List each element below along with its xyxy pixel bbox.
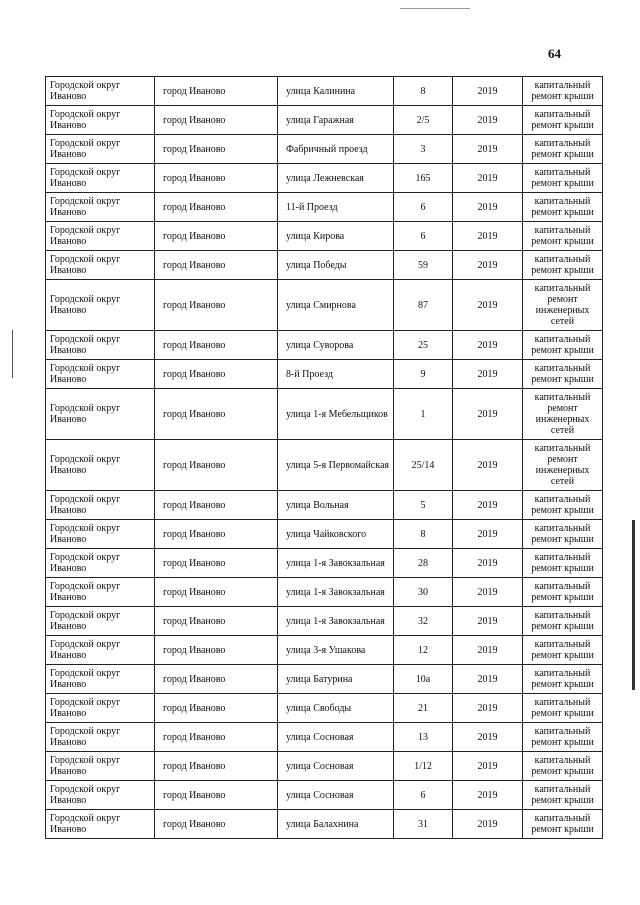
district-cell: Городской округ Иваново xyxy=(46,164,155,193)
scan-artifact-line xyxy=(400,8,470,9)
district-cell: Городской округ Иваново xyxy=(46,578,155,607)
house-number-cell: 9 xyxy=(394,360,453,389)
street-cell: улица Вольная xyxy=(278,491,394,520)
house-number-cell: 25 xyxy=(394,331,453,360)
house-number-cell: 1/12 xyxy=(394,752,453,781)
year-cell: 2019 xyxy=(453,723,523,752)
year-cell: 2019 xyxy=(453,549,523,578)
house-number-cell: 28 xyxy=(394,549,453,578)
house-number-cell: 10а xyxy=(394,665,453,694)
street-cell: улица Лежневская xyxy=(278,164,394,193)
year-cell: 2019 xyxy=(453,251,523,280)
house-number-cell: 32 xyxy=(394,607,453,636)
scan-edge-bar xyxy=(632,520,635,690)
work-type-cell: капитальный ремонт крыши xyxy=(523,331,603,360)
street-cell: улица 5-я Первомайская xyxy=(278,440,394,491)
table-row xyxy=(46,723,603,752)
house-number-cell: 30 xyxy=(394,578,453,607)
work-type-cell: капитальный ремонт крыши xyxy=(523,665,603,694)
city-cell: город Иваново xyxy=(155,549,278,578)
district-cell: Городской округ Иваново xyxy=(46,193,155,222)
street-cell: улица Кирова xyxy=(278,222,394,251)
scan-margin-mark xyxy=(12,330,13,378)
street-cell: улица Батурина xyxy=(278,665,394,694)
district-cell: Городской округ Иваново xyxy=(46,810,155,839)
district-cell: Городской округ Иваново xyxy=(46,723,155,752)
house-number-cell: 5 xyxy=(394,491,453,520)
house-number-cell: 6 xyxy=(394,193,453,222)
district-cell: Городской округ Иваново xyxy=(46,636,155,665)
work-type-cell: капитальный ремонт крыши xyxy=(523,251,603,280)
work-type-cell: капитальный ремонт крыши xyxy=(523,222,603,251)
work-type-cell: капитальный ремонт крыши xyxy=(523,193,603,222)
year-cell: 2019 xyxy=(453,491,523,520)
city-cell: город Иваново xyxy=(155,389,278,440)
district-cell: Городской округ Иваново xyxy=(46,331,155,360)
work-type-cell: капитальный ремонт крыши xyxy=(523,164,603,193)
year-cell: 2019 xyxy=(453,607,523,636)
district-cell: Городской округ Иваново xyxy=(46,491,155,520)
table-row xyxy=(46,694,603,723)
district-cell: Городской округ Иваново xyxy=(46,440,155,491)
house-number-cell: 21 xyxy=(394,694,453,723)
city-cell: город Иваново xyxy=(155,694,278,723)
table-row xyxy=(46,636,603,665)
year-cell: 2019 xyxy=(453,164,523,193)
city-cell: город Иваново xyxy=(155,491,278,520)
house-number-cell: 3 xyxy=(394,135,453,164)
house-number-cell: 12 xyxy=(394,636,453,665)
city-cell: город Иваново xyxy=(155,723,278,752)
house-number-cell: 87 xyxy=(394,280,453,331)
table-row xyxy=(46,331,603,360)
year-cell: 2019 xyxy=(453,810,523,839)
district-cell: Городской округ Иваново xyxy=(46,135,155,164)
house-number-cell: 8 xyxy=(394,77,453,106)
table-row xyxy=(46,491,603,520)
house-number-cell: 59 xyxy=(394,251,453,280)
district-cell: Городской округ Иваново xyxy=(46,520,155,549)
year-cell: 2019 xyxy=(453,636,523,665)
year-cell: 2019 xyxy=(453,331,523,360)
house-number-cell: 25/14 xyxy=(394,440,453,491)
table-row xyxy=(46,135,603,164)
work-type-cell: капитальный ремонт инженерных сетей xyxy=(523,280,603,331)
house-number-cell: 6 xyxy=(394,781,453,810)
year-cell: 2019 xyxy=(453,520,523,549)
table-row xyxy=(46,549,603,578)
year-cell: 2019 xyxy=(453,77,523,106)
street-cell: улица 1-я Мебельщиков xyxy=(278,389,394,440)
work-type-cell: капитальный ремонт инженерных сетей xyxy=(523,440,603,491)
work-type-cell: капитальный ремонт крыши xyxy=(523,578,603,607)
work-type-cell: капитальный ремонт крыши xyxy=(523,135,603,164)
city-cell: город Иваново xyxy=(155,222,278,251)
work-type-cell: капитальный ремонт крыши xyxy=(523,106,603,135)
street-cell: улица Сосновая xyxy=(278,723,394,752)
street-cell: улица Сосновая xyxy=(278,781,394,810)
table-body xyxy=(46,77,603,839)
repair-schedule-table-container xyxy=(45,76,599,839)
city-cell: город Иваново xyxy=(155,636,278,665)
table-row xyxy=(46,280,603,331)
city-cell: город Иваново xyxy=(155,781,278,810)
district-cell: Городской округ Иваново xyxy=(46,781,155,810)
street-cell: улица 1-я Завокзальная xyxy=(278,607,394,636)
repair-schedule-table xyxy=(45,76,603,839)
work-type-cell: капитальный ремонт крыши xyxy=(523,810,603,839)
work-type-cell: капитальный ремонт крыши xyxy=(523,491,603,520)
year-cell: 2019 xyxy=(453,752,523,781)
table-row xyxy=(46,752,603,781)
work-type-cell: капитальный ремонт крыши xyxy=(523,549,603,578)
house-number-cell: 31 xyxy=(394,810,453,839)
work-type-cell: капитальный ремонт крыши xyxy=(523,752,603,781)
city-cell: город Иваново xyxy=(155,164,278,193)
house-number-cell: 2/5 xyxy=(394,106,453,135)
table-row xyxy=(46,440,603,491)
table-row xyxy=(46,781,603,810)
table-row xyxy=(46,607,603,636)
table-row xyxy=(46,193,603,222)
district-cell: Городской округ Иваново xyxy=(46,389,155,440)
city-cell: город Иваново xyxy=(155,578,278,607)
street-cell: 11-й Проезд xyxy=(278,193,394,222)
year-cell: 2019 xyxy=(453,135,523,164)
work-type-cell: капитальный ремонт крыши xyxy=(523,636,603,665)
street-cell: улица 1-я Завокзальная xyxy=(278,578,394,607)
city-cell: город Иваново xyxy=(155,665,278,694)
city-cell: город Иваново xyxy=(155,752,278,781)
district-cell: Городской округ Иваново xyxy=(46,665,155,694)
table-row xyxy=(46,389,603,440)
district-cell: Городской округ Иваново xyxy=(46,106,155,135)
year-cell: 2019 xyxy=(453,578,523,607)
street-cell: улица Калинина xyxy=(278,77,394,106)
table-row xyxy=(46,164,603,193)
year-cell: 2019 xyxy=(453,665,523,694)
page-number: 64 xyxy=(548,46,561,61)
table-row xyxy=(46,665,603,694)
district-cell: Городской округ Иваново xyxy=(46,251,155,280)
street-cell: 8-й Проезд xyxy=(278,360,394,389)
table-row xyxy=(46,520,603,549)
district-cell: Городской округ Иваново xyxy=(46,360,155,389)
city-cell: город Иваново xyxy=(155,331,278,360)
street-cell: Фабричный проезд xyxy=(278,135,394,164)
work-type-cell: капитальный ремонт крыши xyxy=(523,77,603,106)
city-cell: город Иваново xyxy=(155,193,278,222)
district-cell: Городской округ Иваново xyxy=(46,77,155,106)
district-cell: Городской округ Иваново xyxy=(46,222,155,251)
city-cell: город Иваново xyxy=(155,251,278,280)
street-cell: улица Чайковского xyxy=(278,520,394,549)
table-row xyxy=(46,578,603,607)
house-number-cell: 8 xyxy=(394,520,453,549)
table-row xyxy=(46,222,603,251)
street-cell: улица Свободы xyxy=(278,694,394,723)
district-cell: Городской округ Иваново xyxy=(46,752,155,781)
year-cell: 2019 xyxy=(453,389,523,440)
city-cell: город Иваново xyxy=(155,280,278,331)
work-type-cell: капитальный ремонт крыши xyxy=(523,520,603,549)
year-cell: 2019 xyxy=(453,222,523,251)
city-cell: город Иваново xyxy=(155,810,278,839)
city-cell: город Иваново xyxy=(155,77,278,106)
year-cell: 2019 xyxy=(453,106,523,135)
year-cell: 2019 xyxy=(453,694,523,723)
district-cell: Городской округ Иваново xyxy=(46,549,155,578)
city-cell: город Иваново xyxy=(155,520,278,549)
city-cell: город Иваново xyxy=(155,135,278,164)
street-cell: улица Победы xyxy=(278,251,394,280)
table-row xyxy=(46,251,603,280)
city-cell: город Иваново xyxy=(155,360,278,389)
table-row xyxy=(46,810,603,839)
street-cell: улица Смирнова xyxy=(278,280,394,331)
year-cell: 2019 xyxy=(453,440,523,491)
street-cell: улица Сосновая xyxy=(278,752,394,781)
street-cell: улица Гаражная xyxy=(278,106,394,135)
year-cell: 2019 xyxy=(453,781,523,810)
district-cell: Городской округ Иваново xyxy=(46,280,155,331)
street-cell: улица Суворова xyxy=(278,331,394,360)
house-number-cell: 1 xyxy=(394,389,453,440)
work-type-cell: капитальный ремонт инженерных сетей xyxy=(523,389,603,440)
house-number-cell: 6 xyxy=(394,222,453,251)
year-cell: 2019 xyxy=(453,193,523,222)
house-number-cell: 13 xyxy=(394,723,453,752)
city-cell: город Иваново xyxy=(155,106,278,135)
year-cell: 2019 xyxy=(453,280,523,331)
table-row xyxy=(46,77,603,106)
work-type-cell: капитальный ремонт крыши xyxy=(523,694,603,723)
city-cell: город Иваново xyxy=(155,440,278,491)
house-number-cell: 165 xyxy=(394,164,453,193)
year-cell: 2019 xyxy=(453,360,523,389)
table-row xyxy=(46,106,603,135)
district-cell: Городской округ Иваново xyxy=(46,607,155,636)
work-type-cell: капитальный ремонт крыши xyxy=(523,723,603,752)
work-type-cell: капитальный ремонт крыши xyxy=(523,781,603,810)
street-cell: улица 3-я Ушакова xyxy=(278,636,394,665)
street-cell: улица 1-я Завокзальная xyxy=(278,549,394,578)
work-type-cell: капитальный ремонт крыши xyxy=(523,360,603,389)
street-cell: улица Балахнина xyxy=(278,810,394,839)
table-row xyxy=(46,360,603,389)
district-cell: Городской округ Иваново xyxy=(46,694,155,723)
city-cell: город Иваново xyxy=(155,607,278,636)
work-type-cell: капитальный ремонт крыши xyxy=(523,607,603,636)
